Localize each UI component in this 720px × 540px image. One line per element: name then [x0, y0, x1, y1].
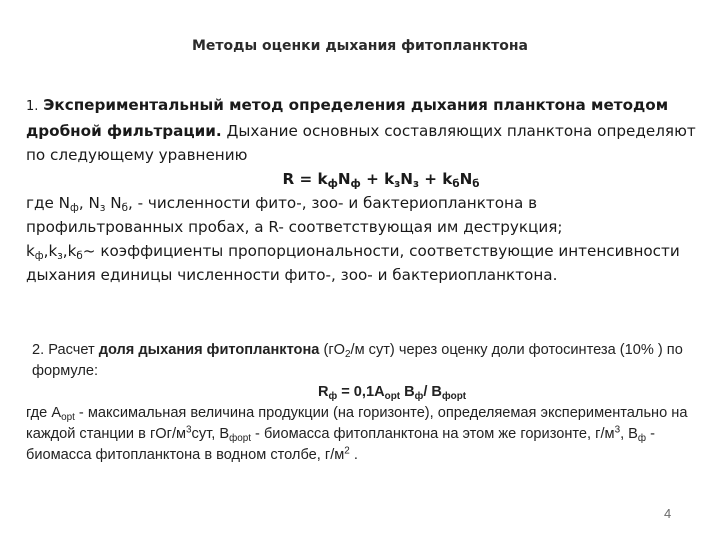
method-2-paragraph — [26, 340, 698, 466]
respiration-equation: $R = k_фN_ф + k_зN_з + k_бN_б$ — [282, 170, 480, 191]
variables-explanation: где $N_ф$, $N_з$ $N_б$, - численности фито-, зоо- и бактериопланктона в профильтрованных пробах, а R- соответствующая им деструкция; — [26, 194, 563, 236]
method-1-intro — [26, 93, 696, 167]
formula-explanation: где $A_{opt}$ - максимальная величина продукции (на горизонте), определяемая экспериментально на каждой станции в гОг/$м^3сут$, $B_{фopt}$ - биомасса фитопланктона на этом же горизонте, $г/м^3$, $B_ф$ - биомасса фитопланктона в водном столбе, $г/м^2$ . — [26, 405, 688, 463]
page-number: 4 — [664, 506, 672, 521]
method-1-number: 1. — [26, 99, 39, 114]
slide-title: Методы оценки дыхания фитопланктона — [192, 38, 528, 54]
method-2-heading: доля дыхания фитопланктона — [98, 342, 320, 358]
method-1-intro-text: Дыхание основных составляющих планктона определяют по следующему уравнению — [26, 122, 696, 164]
method-1-paragraph — [26, 93, 696, 287]
method-2-intro: 2. Расчет доля дыхания фитопланктона ($гО_2/м$ сут) через оценку доли фотосинтеза (10% ) по формуле: — [32, 342, 683, 379]
coefficients-explanation: $k_ф,k_з,k_б\sim$ коэффициенты пропорциональности, соответствующие интенсивности дыхания единицы численности фито-, зоо- и бактериопланктона. — [26, 242, 680, 284]
method-1-heading: Экспериментальный метод определения дыхания планктона методом дробной фильтрации. — [26, 96, 669, 140]
phytoplankton-respiration-formula: $R_ф = 0,1A_{opt}$ $B_ф/$ $B_{фopt}$ — [317, 384, 467, 402]
